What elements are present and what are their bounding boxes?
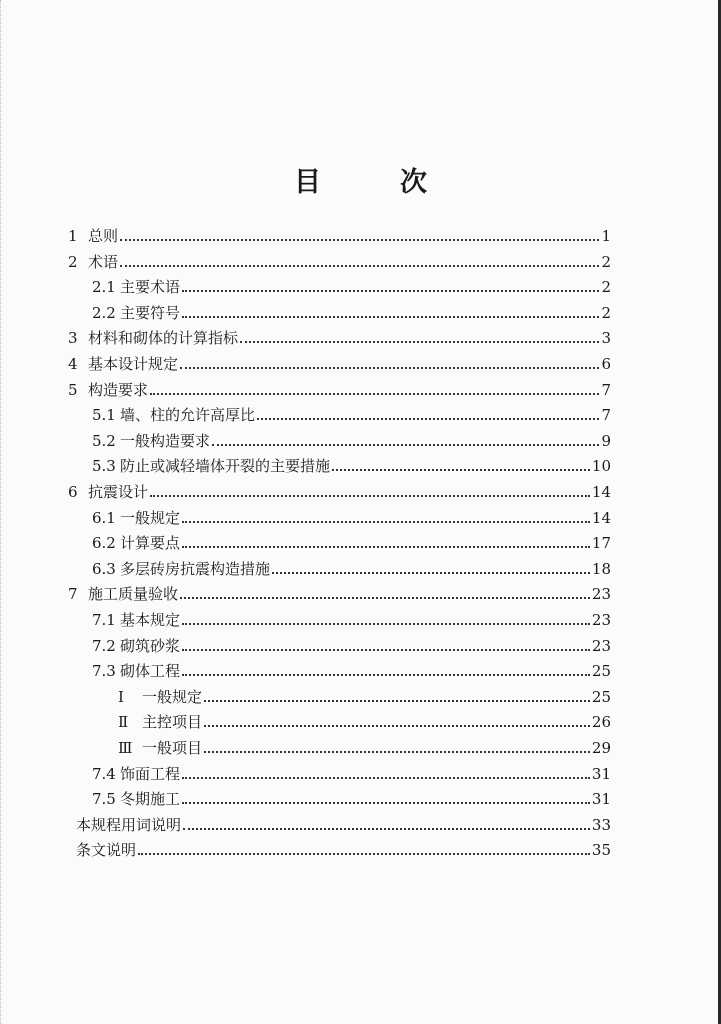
toc-entry: [92, 557, 611, 581]
toc-entry-label: 防止或减轻墙体开裂的主要措施: [120, 457, 331, 476]
dot-leader: [180, 352, 599, 369]
toc-entry-number: 6.2: [92, 534, 116, 553]
dot-leader: [182, 275, 599, 292]
toc-entry-label: 一般规定: [120, 508, 181, 527]
toc-entry-number: 3: [68, 329, 78, 348]
toc-entry-page-number: 17: [591, 534, 611, 553]
dot-leader: [240, 326, 599, 343]
toc-entry-page-number: 2: [601, 303, 611, 322]
toc-entry-label: 一般规定: [142, 687, 203, 706]
dot-leader: [182, 608, 590, 625]
toc-entry-page-number: 1: [601, 227, 611, 245]
toc-entry: [92, 762, 611, 786]
toc-entry-number: 5.2: [92, 431, 116, 450]
toc-entry-page-number: 7: [601, 406, 611, 425]
toc-entry-label: 条文说明: [76, 841, 137, 860]
toc-entry: [92, 454, 611, 478]
toc-entry-label: 抗震设计: [88, 483, 149, 501]
toc-entry: [68, 326, 611, 350]
toc-entry-page-number: 33: [591, 815, 611, 834]
dot-leader: [204, 710, 590, 727]
toc-entry-label: 施工质量验收: [88, 585, 179, 604]
toc-entry-number: Ⅱ: [118, 713, 129, 732]
toc-entry-number: Ⅰ: [118, 687, 124, 706]
toc-entry: [92, 275, 611, 299]
toc-entry-page-number: 23: [591, 585, 611, 604]
toc-entry: [76, 838, 611, 862]
dot-leader: [182, 659, 590, 676]
toc-entry-number: 6.1: [92, 508, 116, 527]
toc-entry-page-number: 26: [591, 713, 611, 732]
toc-entry-page-number: 29: [591, 739, 611, 757]
toc-entry-page-number: 25: [591, 662, 611, 681]
toc-entry-page-number: 14: [591, 483, 611, 501]
dot-leader: [183, 813, 590, 830]
dot-leader: [182, 634, 590, 651]
toc-entry-number: 6: [68, 483, 78, 501]
dot-leader: [332, 454, 590, 471]
toc-entry-label: 砌体工程: [120, 662, 181, 681]
dot-leader: [204, 685, 590, 702]
toc-entry-label: 材料和砌体的计算指标: [88, 329, 239, 348]
toc-entry-label: 主要符号: [120, 303, 181, 322]
toc-entry-label: 一般项目: [142, 739, 203, 757]
toc-entry: [92, 506, 611, 530]
toc-entry: [68, 352, 611, 376]
toc-entry: [68, 224, 611, 248]
toc-entry-label: 主控项目: [142, 713, 203, 732]
toc-entry-label: 基本设计规定: [88, 355, 179, 373]
toc-entry-number: 2: [68, 252, 78, 271]
toc-entry: [92, 403, 611, 427]
toc-entry: [118, 685, 611, 709]
toc-entry-number: 4: [68, 355, 78, 373]
toc-entry-page-number: 31: [591, 790, 611, 809]
toc-entry-page-number: 9: [601, 431, 611, 450]
toc-entry-label: 墙、柱的允许高厚比: [120, 406, 256, 425]
toc-entry: [92, 429, 611, 453]
toc-entry-number: Ⅲ: [118, 739, 133, 757]
toc-entry-number: 6.3: [92, 559, 116, 578]
toc-entry-number: 5.3: [92, 457, 116, 476]
toc-entry-label: 总则: [88, 227, 119, 245]
toc-entry-page-number: 2: [601, 278, 611, 297]
toc-entry-number: 7.2: [92, 636, 116, 655]
toc-entry-number: 7.5: [92, 790, 116, 809]
toc-entry-page-number: 3: [601, 329, 611, 348]
toc-entry-number: 7: [68, 585, 78, 604]
toc-entry-label: 计算要点: [120, 534, 181, 553]
dot-leader: [182, 531, 590, 548]
toc-entry-number: 7.4: [92, 764, 116, 783]
toc-entry: [92, 301, 611, 325]
toc-entry-label: 构造要求: [88, 380, 149, 399]
page-title: 目 次: [294, 167, 453, 198]
toc-entry: [68, 582, 611, 606]
dot-leader: [257, 403, 599, 420]
toc-entry: [118, 710, 611, 734]
toc-entry-page-number: 6: [601, 355, 611, 373]
toc-entry: [68, 250, 611, 274]
toc-entry-label: 主要术语: [120, 278, 181, 297]
toc-entry-page-number: 25: [591, 687, 611, 706]
toc-entry-number: 5.1: [92, 406, 116, 425]
toc-entry-label: 饰面工程: [120, 764, 181, 783]
toc-entry-number: 7.1: [92, 611, 116, 629]
toc-entry: [68, 480, 611, 504]
dot-leader: [182, 762, 590, 779]
toc-entry: [92, 608, 611, 632]
dot-leader: [212, 429, 599, 446]
toc-entry-label: 冬期施工: [120, 790, 181, 809]
toc-entry: [92, 531, 611, 555]
toc-entry-label: 一般构造要求: [120, 431, 211, 450]
dot-leader: [120, 250, 599, 267]
toc-entry-label: 多层砖房抗震构造措施: [120, 559, 271, 578]
toc-entry-number: 2.2: [92, 303, 116, 322]
toc-entry-page-number: 10: [591, 457, 611, 476]
toc-entry-page-number: 23: [591, 636, 611, 655]
dot-leader: [182, 506, 590, 523]
toc-entry: [92, 787, 611, 811]
toc-entry-label: 砌筑砂浆: [120, 636, 181, 655]
toc-entry-number: 2.1: [92, 278, 116, 297]
dot-leader: [150, 378, 599, 395]
dot-leader: [138, 838, 590, 855]
toc-entry-page-number: 7: [601, 380, 611, 399]
dot-leader: [182, 787, 590, 804]
toc-entry-page-number: 2: [601, 252, 611, 271]
toc-entry-page-number: 35: [591, 841, 611, 860]
dot-leader: [182, 301, 599, 318]
toc-entry-number: 1: [68, 227, 78, 245]
toc-entry-label: 基本规定: [120, 611, 181, 629]
toc-entry: [92, 659, 611, 683]
toc-entry-number: 7.3: [92, 662, 116, 681]
toc-entry-label: 术语: [88, 252, 119, 271]
toc-entry: [68, 378, 611, 402]
dot-leader: [120, 224, 599, 241]
dot-leader: [150, 480, 590, 497]
dot-leader: [180, 582, 590, 599]
toc-entry: [76, 813, 611, 837]
toc-entry-page-number: 14: [591, 508, 611, 527]
toc-entry-number: 5: [68, 380, 78, 399]
toc-entry-label: 本规程用词说明: [76, 815, 182, 834]
toc-entry: [92, 634, 611, 658]
toc-entry-page-number: 31: [591, 764, 611, 783]
page-scan-edge-left: [0, 0, 2, 1024]
dot-leader: [204, 736, 590, 753]
toc-entry-page-number: 23: [591, 611, 611, 629]
toc-entry-page-number: 18: [591, 559, 611, 578]
toc-entry: [118, 736, 611, 760]
dot-leader: [272, 557, 590, 574]
